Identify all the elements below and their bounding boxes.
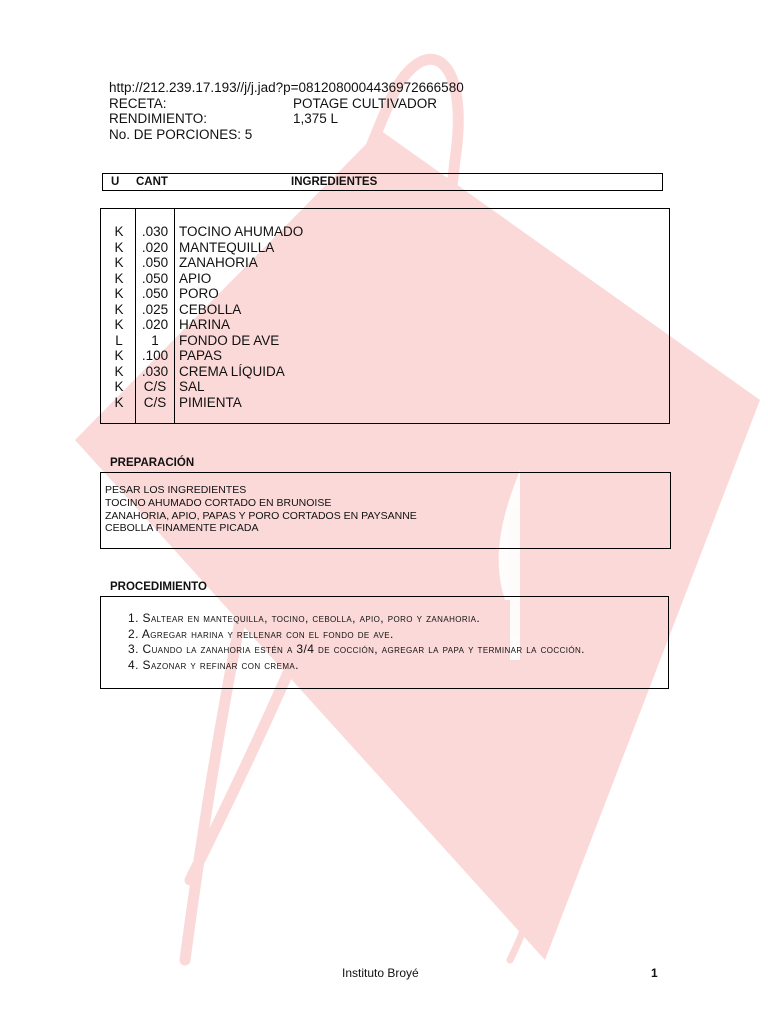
quantity: .050	[141, 255, 169, 270]
preparacion-title: PREPARACIÓN	[110, 457, 195, 469]
unit: K	[114, 255, 124, 270]
procedimiento-step: 2. Agregar harina y rellenar con el fondo de ave.	[128, 626, 394, 641]
quantity: .020	[141, 239, 169, 255]
quantity: .050	[141, 270, 169, 286]
unit: K	[114, 270, 124, 286]
receta-value: POTAGE CULTIVADOR	[293, 95, 438, 111]
ingredient-name: MANTEQUILLA	[179, 239, 275, 255]
preparacion-line: ZANAHORIA, APIO, PAPAS Y PORO CORTADOS EN PAYSANNE	[105, 509, 417, 522]
quantity: 1	[151, 332, 159, 348]
ingredient-name: SAL	[179, 379, 205, 394]
unit: K	[114, 363, 124, 379]
quantity: .050	[141, 286, 169, 301]
unit: K	[114, 301, 124, 317]
source-url: http://212.239.17.193//j/j.jad?p=0812080004436972666580	[109, 80, 464, 95]
preparacion-line: CEBOLLA FINAMENTE PICADA	[105, 522, 259, 535]
preparacion-line: PESAR LOS INGREDIENTES	[105, 484, 247, 496]
quantity: C/S	[143, 379, 167, 394]
ingredient-name: TOCINO AHUMADO	[179, 224, 304, 239]
procedimiento-step: 1. Saltear en mantequilla, tocino, cebolla, apio, poro y zanahoria.	[128, 611, 481, 625]
quantity: .020	[141, 317, 169, 332]
procedimiento-title: PROCEDIMIENTO	[110, 581, 207, 593]
col-u-header: U	[111, 176, 120, 188]
quantity: .100	[141, 348, 169, 363]
unit: K	[114, 239, 124, 255]
col-cant-header: CANT	[136, 176, 168, 188]
column-divider	[135, 209, 136, 423]
ingredient-name: ZANAHORIA	[179, 255, 258, 270]
ingredient-name: PORO	[179, 286, 219, 301]
quantity: C/S	[143, 394, 167, 410]
receta-label: RECETA:	[109, 95, 167, 111]
unit: K	[114, 286, 124, 301]
footer-institute: Instituto Broyé	[342, 966, 419, 980]
porciones: No. DE PORCIONES: 5	[109, 126, 253, 142]
ingredients-header-box	[102, 173, 663, 191]
unit: L	[115, 332, 123, 348]
page-number: 1	[651, 966, 658, 980]
ingredient-name: FONDO DE AVE	[179, 332, 280, 348]
unit: K	[114, 379, 124, 394]
procedimiento-box	[100, 596, 669, 689]
procedimiento-step: 4. Sazonar y refinar con crema.	[128, 657, 299, 672]
ingredients-table	[100, 208, 670, 424]
preparacion-line: TOCINO AHUMADO CORTADO EN BRUNOISE	[105, 496, 332, 509]
ingredient-name: HARINA	[179, 317, 231, 332]
ingredient-name: CEBOLLA	[179, 301, 242, 317]
ingredient-name: PAPAS	[179, 348, 223, 363]
quantity: .030	[141, 363, 169, 379]
preparacion-box	[100, 472, 671, 549]
quantity: .025	[141, 301, 169, 317]
rendimiento-label: RENDIMIENTO:	[109, 111, 208, 126]
ingredient-name: CREMA LÍQUIDA	[179, 363, 285, 379]
col-ingredientes-header: INGREDIENTES	[291, 176, 378, 188]
unit: K	[114, 348, 124, 363]
unit: K	[114, 224, 124, 239]
unit: K	[114, 394, 124, 410]
ingredient-name: PIMIENTA	[179, 394, 242, 410]
column-divider	[174, 209, 175, 423]
recipe-header	[109, 80, 464, 142]
ingredient-name: APIO	[179, 270, 212, 286]
unit: K	[114, 317, 124, 332]
procedimiento-step: 3. Cuando la zanahoria estén a 3/4 de cocción, agregar la papa y terminar la cocción.	[128, 642, 585, 656]
rendimiento-value: 1,375 L	[293, 111, 339, 126]
quantity: .030	[141, 224, 169, 239]
